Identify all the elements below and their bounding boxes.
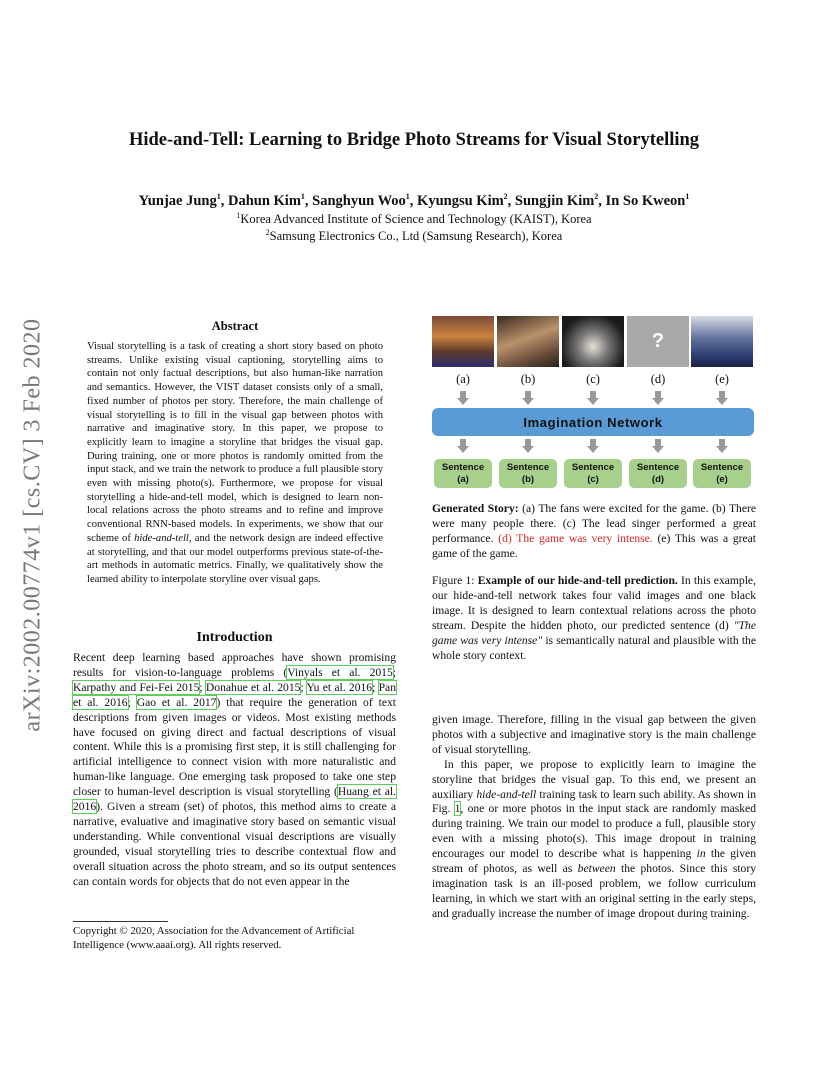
down-arrow-icon <box>652 391 664 405</box>
question-mark-icon: ? <box>651 330 665 352</box>
citation-link[interactable]: Vinyals et al. 2015 <box>287 665 393 679</box>
figure-label: (e) <box>715 372 729 386</box>
down-arrow-icon <box>716 439 728 453</box>
citation-link[interactable]: Pan et al. 2016 <box>73 680 396 709</box>
author-list: Yunjae Jung$^1$, Dahun Kim$^1$, Sanghyun Woo$^1$, Kyungsu Kim$^2$, Sungjin Kim$^2$, In So Kweon$^1$ <box>138 192 690 209</box>
down-arrow-icon <box>457 391 469 405</box>
paragraph: given image. Therefore, filling in the visual gap between the given photos with a subjective and imaginative story is the main challenge of visual storytelling. <box>432 713 756 756</box>
abstract-body: Visual storytelling is a task of creating a short story based on photo streams. Unlike existing visual captioning, storytelling aims to contain not only factual descriptions, but also human-like narration and semantics. However, the VIST dataset consists only of a small, fixed number of photos per story. Therefore, the main challenge of visual storytelling is to fill in the visual gap between photos with narrative and imaginative story. In this paper, we propose to explicitly learn to imagine a storyline that bridges the visual gap. During training, one or more photos is randomly omitted from the input stack, and we train the network to produce a full plausible story even with missing photo(s). Furthermore, we propose for visual storytelling a hide-and-tell model, which is designed to learn non-local relations across the photo streams and to refine and improve conventional RNN-based models. In experiments, we show that our scheme of hide-and-tell, and the network design are indeed effective at storytelling, and that our model outperforms previous state-of-the-art methods in automatic metrics. Finally, we qualitatively show the learned ability to interpolate storyline over visual gaps. <box>87 341 383 585</box>
citation-link[interactable]: Gao et al. 2017 <box>136 695 217 709</box>
affiliation-mark: 1 <box>216 192 221 201</box>
sentence-box: Sentence (a) <box>434 459 492 488</box>
figure-caption: Figure 1: Example of our hide-and-tell prediction. In this example, our hide-and-tell network takes four valid images and one black image. It is designed to learn contextual relations across the photo stream. Despite the hidden photo, our predicted sentence (d) "The game was very intense" is semantically natural and plausible with the whole story context. <box>432 574 756 662</box>
introduction-body: Recent deep learning based approaches have shown promising results for vision-to-language problems (Vinyals et al. 2015; Karpathy and Fei-Fei 2015; Donahue et al. 2015; Yu et al. 2016; Pan et al. 2016; Gao et al. 2017) that require the generation of text descriptions from given images or videos. Most existing methods have focused on giving direct and factual descriptions of visual content. While this is a promising first step, it is still challenging for artificial intelligence to connect vision with more naturalistic and human-like language. One emerging task proposed to take one step closer to human-level description is visual storytelling (Huang et al. 2016). Given a stream (set) of photos, this method aims to create a narrative, evaluative and imaginative story based on semantic visual understanding. While conventional visual descriptions are visually grounded, visual storytelling tries to describe contextual flow and overall situation across the photo stream, and so its output sentences can contain words for objects that do not even appear in the <box>73 651 397 888</box>
figure-label: (d) <box>650 372 666 386</box>
citation-link[interactable]: Karpathy and Fei-Fei 2015 <box>73 680 200 694</box>
author-name: Sungjin Kim <box>514 192 595 209</box>
paper-title: Hide-and-Tell: Learning to Bridge Photo Streams for Visual Storytelling <box>128 130 700 150</box>
citation-link[interactable]: Donahue et al. 2015 <box>205 680 301 694</box>
citation-link[interactable]: Yu et al. 2016 <box>306 680 373 694</box>
introduction-heading: Introduction <box>196 630 273 645</box>
author-name: Kyungsu Kim <box>417 192 504 209</box>
affiliation-2: $^2$Samsung Electronics Co., Ltd (Samsung Research), Korea <box>265 228 563 244</box>
copyright-footnote: Copyright © 2020, Association for the Advancement of Artificial Intelligence (www.aaai.org). All rights reserved. <box>73 925 355 951</box>
footnote-rule <box>73 921 168 922</box>
photo-a <box>432 316 494 367</box>
down-arrow-icon <box>652 439 664 453</box>
figure-label: (c) <box>586 372 600 386</box>
citation-link[interactable]: Huang et al. 2016 <box>73 785 396 814</box>
figure-label: (a) <box>456 372 470 386</box>
generated-story: Generated Story: (a) The fans were excited for the game. (b) There were many people there. (c) The lead singer performed a great performance. (d) The game was very intense. (e) This was a great game of the game. <box>432 502 756 560</box>
figure-1 <box>432 316 756 492</box>
photo-e <box>691 316 753 367</box>
affiliation-mark: 1 <box>300 192 305 201</box>
abstract-heading: Abstract <box>211 319 259 333</box>
affiliation-1: $^1$Korea Advanced Institute of Science and Technology (KAIST), Korea <box>236 211 592 227</box>
affiliation-mark: 2 <box>503 192 508 201</box>
hidden-photo-d <box>627 316 689 367</box>
author-name: Sanghyun Woo <box>312 192 406 209</box>
down-arrow-icon <box>522 391 534 405</box>
hidden-sentence-prediction: (d) The game was very intense. <box>498 531 653 545</box>
down-arrow-icon <box>716 391 728 405</box>
author-name: Dahun Kim <box>227 192 301 209</box>
right-column-body <box>432 713 756 922</box>
sentence-box: Sentence (d) <box>629 459 687 488</box>
sentence-box: Sentence (b) <box>499 459 557 488</box>
down-arrow-icon <box>587 439 599 453</box>
sentence-box: Sentence (e) <box>693 459 751 488</box>
photo-c <box>562 316 624 367</box>
figure-label: (b) <box>520 372 536 386</box>
imagination-network-box: Imagination Network <box>432 408 754 436</box>
arxiv-sidebar <box>18 290 48 760</box>
down-arrow-icon <box>457 439 469 453</box>
author-name: In So Kweon <box>605 192 686 209</box>
paragraph: In this paper, we propose to explicitly learn to imagine the storyline that bridges the visual gap. To this end, we present an auxiliary hide-and-tell training task to learn such ability. As shown in Fig. 1, one or more photos in the input stack are randomly masked during training. We train our model to produce a full, plausible story even with a missing photo(s). This image dropout in training encourages our model to describe what is happening in the given stream of photos, as well as between the photos. Since this story imagination task is an ill-posed problem, we follow curriculum learning, in which we start with an original setting in the early steps, and gradually increase the number of image dropout during training. <box>432 757 757 920</box>
figure-ref-link[interactable]: 1 <box>454 802 461 816</box>
arxiv-identifier: arXiv:2002.00774v1 [cs.CV] 3 Feb 2020 <box>19 318 46 732</box>
photo-b <box>497 316 559 367</box>
affiliation-mark: 2 <box>594 192 599 201</box>
down-arrow-icon <box>522 439 534 453</box>
affiliation-mark: 1 <box>685 192 690 201</box>
affiliation-mark: 1 <box>405 192 410 201</box>
sentence-box: Sentence (c) <box>564 459 622 488</box>
author-name: Yunjae Jung <box>138 192 217 209</box>
down-arrow-icon <box>587 391 599 405</box>
